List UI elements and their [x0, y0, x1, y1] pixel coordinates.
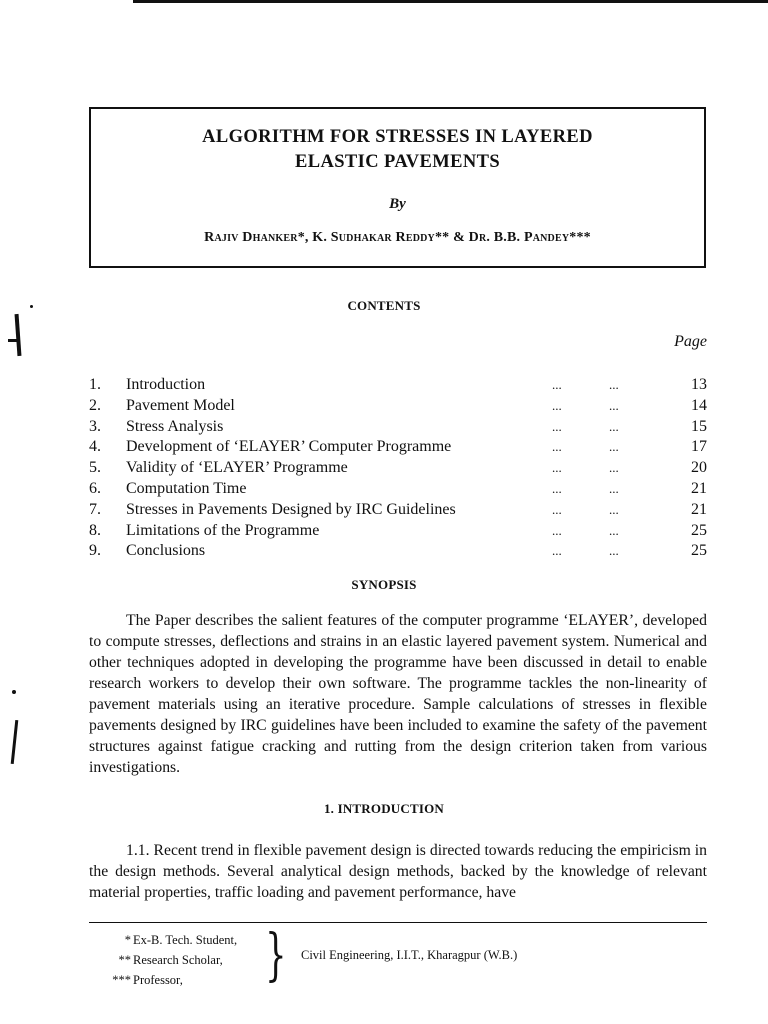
toc-page: 14	[691, 396, 707, 414]
toc-number: 7.	[89, 500, 101, 518]
toc-title: Introduction	[126, 376, 206, 393]
toc-leader: ...	[552, 501, 562, 517]
toc-leader: ...	[609, 418, 619, 434]
introduction-heading: 1. INTRODUCTION	[323, 801, 444, 816]
toc-row	[89, 521, 707, 542]
toc-number: 5.	[89, 459, 101, 477]
toc-leader: ...	[552, 460, 562, 476]
toc-title: Stress Analysis	[126, 417, 224, 435]
toc-row	[89, 458, 707, 479]
toc-row	[89, 437, 707, 458]
toc-leader: ...	[609, 439, 619, 455]
toc-page: 21	[691, 479, 707, 497]
table-of-contents	[89, 375, 707, 562]
toc-leader: ...	[552, 480, 562, 496]
toc-leader: ...	[552, 377, 562, 392]
toc-leader: ...	[609, 501, 619, 517]
toc-title: Limitations of the Programme	[126, 521, 320, 539]
toc-leader: ...	[609, 480, 619, 496]
toc-title: Pavement Model	[126, 396, 235, 414]
footnote-item	[95, 930, 275, 950]
footnote-text: Professor,	[133, 973, 183, 987]
toc-row	[89, 541, 707, 562]
by-label: By	[389, 196, 406, 212]
footnote-text: Ex-B. Tech. Student,	[133, 933, 238, 947]
toc-row	[89, 396, 707, 417]
footnotes	[95, 930, 275, 990]
toc-page: 21	[691, 500, 707, 518]
toc-leader: ...	[552, 543, 562, 559]
toc-title: Conclusions	[126, 542, 206, 560]
scan-mark	[30, 305, 33, 308]
footnote-item	[95, 970, 275, 990]
synopsis-heading: SYNOPSIS	[351, 577, 417, 592]
toc-number: 9.	[89, 542, 101, 560]
scan-mark	[8, 339, 20, 342]
toc-row	[89, 500, 707, 521]
scan-mark	[12, 690, 16, 694]
toc-leader: ...	[609, 460, 619, 476]
toc-title: Stresses in Pavements Designed by IRC Guidelines	[126, 500, 456, 518]
top-rule	[133, 0, 768, 3]
toc-page: 20	[691, 459, 707, 477]
footnote-rule	[89, 922, 707, 923]
toc-number: 1.	[89, 376, 101, 393]
toc-number: 6.	[89, 479, 101, 497]
affiliation: Civil Engineering, I.I.T., Kharagpur (W.B.)	[301, 948, 518, 962]
authors: Rajiv Dhanker*, K. Sudhakar Reddy** & Dr. B.B. Pandey***	[204, 230, 591, 245]
toc-row	[89, 479, 707, 500]
toc-title: Development of ‘ELAYER’ Computer Programme	[126, 438, 452, 456]
introduction-paragraph: 1.1. Recent trend in flexible pavement design is directed towards reducing the empiricism in the design methods. Several analytical design methods, backed by the knowledge of relevant material properties, traffic loading and pavement performance, have	[89, 842, 707, 901]
toc-title: Computation Time	[126, 479, 247, 497]
synopsis-paragraph: The Paper describes the salient features of the computer programme ‘ELAYER’, developed to compute stresses, deflections and strains in an elastic layered pavement system. Numerical and other techniques adopted in developing the programme have been discussed in detail to enable research workers to develop their own software. The programme tackles the non-linearity of pavement materials using an iterative procedure. Sample calculations of stresses in flexible pavements designed by IRC guidelines have been included to examine the safety of the pavement structures against fatigue cracking and rutting from the design criterion taken from various investigations.	[89, 612, 707, 776]
footnote-item	[95, 950, 275, 970]
scan-mark	[15, 314, 22, 356]
paper-title-line-2: ELASTIC PAVEMENTS	[294, 152, 501, 172]
paper-title-line-1: ALGORITHM FOR STRESSES IN LAYERED	[202, 127, 593, 147]
toc-leader: ...	[609, 377, 619, 392]
toc-number: 2.	[89, 396, 101, 414]
toc-leader: ...	[609, 543, 619, 559]
toc-leader: ...	[552, 418, 562, 434]
toc-title: Validity of ‘ELAYER’ Programme	[126, 459, 348, 477]
paper-title	[91, 125, 704, 175]
toc-leader: ...	[552, 439, 562, 455]
toc-leader: ...	[552, 522, 562, 538]
toc-page: 25	[691, 542, 707, 560]
toc-row	[89, 375, 707, 396]
footnote-mark: **	[118, 953, 131, 967]
page-column-heading: Page	[674, 333, 707, 350]
scan-mark	[11, 720, 19, 764]
toc-leader: ...	[609, 522, 619, 538]
toc-page: 17	[691, 438, 707, 456]
toc-leader: ...	[609, 397, 619, 413]
toc-leader: ...	[552, 397, 562, 413]
toc-page: 25	[691, 521, 707, 539]
toc-number: 4.	[89, 438, 101, 456]
footnote-mark: ***	[112, 973, 131, 987]
contents-heading: CONTENTS	[347, 298, 421, 313]
footnote-text: Research Scholar,	[133, 953, 223, 967]
footnote-brace: }	[265, 923, 287, 988]
toc-number: 8.	[89, 521, 101, 539]
footnote-mark: *	[124, 933, 131, 947]
title-box	[89, 107, 706, 268]
toc-page: 15	[691, 417, 707, 435]
toc-number: 3.	[89, 417, 101, 435]
toc-row	[89, 417, 707, 438]
toc-page: 13	[691, 376, 707, 393]
